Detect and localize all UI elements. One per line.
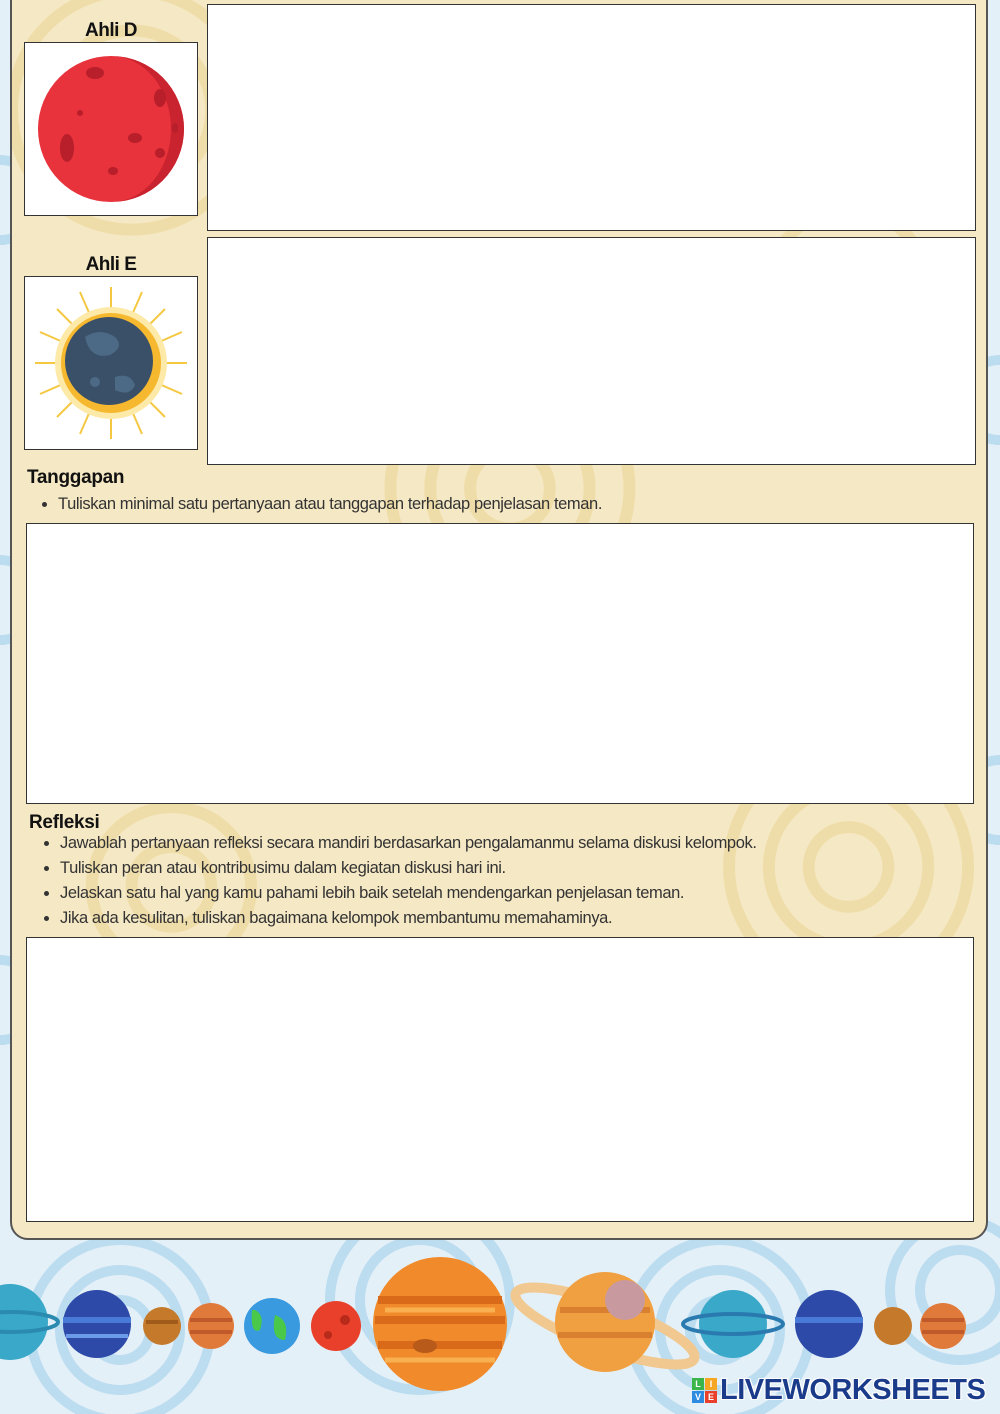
expert-e-image-box xyxy=(24,276,198,450)
logo-letter: V xyxy=(692,1391,704,1403)
refleksi-heading: Refleksi xyxy=(29,812,100,833)
neptune-right-icon xyxy=(795,1290,863,1358)
refleksi-instructions xyxy=(29,831,1000,931)
venus-right-icon xyxy=(920,1303,966,1349)
expert-e-label: Ahli E xyxy=(85,254,137,275)
saturn-icon xyxy=(508,1272,702,1379)
neptune-icon xyxy=(63,1290,131,1358)
expert-e-answer-box[interactable] xyxy=(207,237,976,465)
tanggapan-instruction-item: • Tuliskan minimal satu pertanyaan atau tanggapan terhadap penjelasan teman. xyxy=(58,492,998,517)
mercury-icon xyxy=(143,1307,181,1345)
venus-icon xyxy=(188,1303,234,1349)
expert-d-answer-box[interactable] xyxy=(207,4,976,231)
red-planet-icon xyxy=(25,43,197,215)
refleksi-answer-box[interactable] xyxy=(26,937,974,1222)
mercury-right-icon xyxy=(874,1307,912,1345)
tanggapan-heading: Tanggapan xyxy=(27,467,125,488)
logo-letter: L xyxy=(692,1378,704,1390)
neptune-left-icon xyxy=(0,1284,58,1360)
mars-icon xyxy=(311,1301,361,1351)
expert-d-label: Ahli D xyxy=(85,20,137,41)
liveworksheets-brand[interactable] xyxy=(692,1374,985,1406)
logo-letter: E xyxy=(705,1391,717,1403)
eclipse-planet-icon xyxy=(25,277,197,449)
tanggapan-instructions xyxy=(27,492,998,517)
refleksi-instruction-item: • Jika ada kesulitan, tuliskan bagaimana kelompok membantumu memahaminya. xyxy=(60,906,1000,931)
refleksi-instruction-item: • Jelaskan satu hal yang kamu pahami lebih baik setelah mendengarkan penjelasan teman. xyxy=(60,881,1000,906)
refleksi-instruction-item: • Jawablah pertanyaan refleksi secara mandiri berdasarkan pengalamanmu selama diskusi kelompok. xyxy=(60,831,1000,856)
liveworksheets-brand-text: LIVEWORKSHEETS xyxy=(720,1373,986,1406)
tanggapan-answer-box[interactable] xyxy=(26,523,974,804)
jupiter-icon xyxy=(373,1257,507,1391)
uranus-icon xyxy=(683,1290,783,1358)
logo-letter: I xyxy=(705,1378,717,1390)
liveworksheets-logo-icon xyxy=(692,1378,717,1403)
expert-d-image-box xyxy=(24,42,198,216)
earth-icon xyxy=(244,1298,300,1354)
refleksi-instruction-item: • Tuliskan peran atau kontribusimu dalam kegiatan diskusi hari ini. xyxy=(60,856,1000,881)
